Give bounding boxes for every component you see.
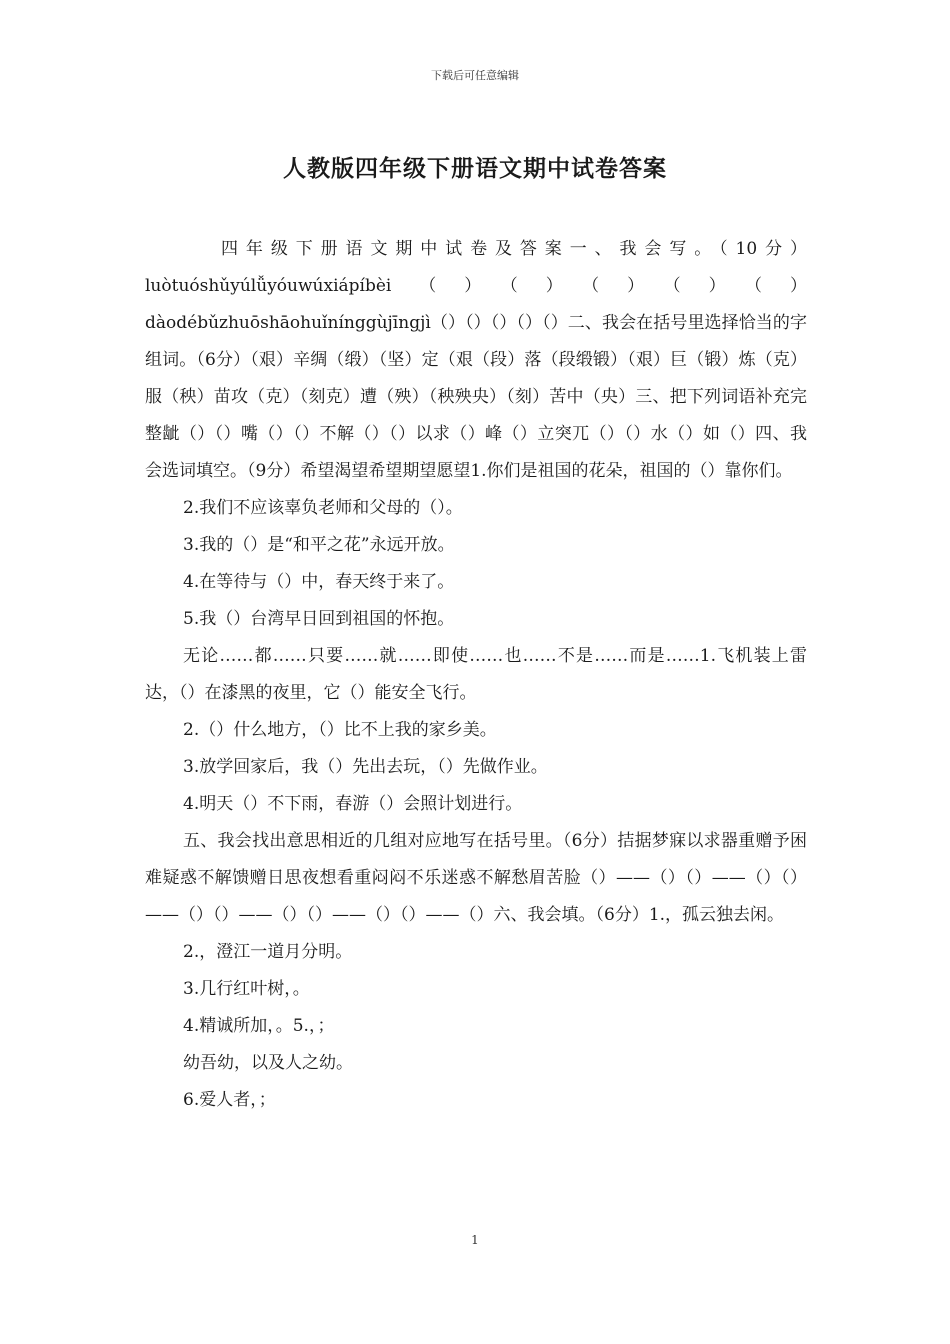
paragraph: 无论……都……只要……就……即使……也……不是……而是……1.飞机装上雷达，（）在漆黑的夜里，它（）能安全飞行。: [145, 646, 807, 703]
paragraph: 2.，澄江一道月分明。: [183, 942, 353, 962]
paragraph: 2.我们不应该辜负老师和父母的（）。: [183, 498, 463, 518]
paragraph: 4.在等待与（）中，春天终于来了。: [183, 572, 455, 592]
paragraph: 3.放学回家后，我（）先出去玩，（）先做作业。: [183, 757, 548, 777]
paragraph: 5.我（）台湾早日回到祖国的怀抱。: [183, 609, 455, 629]
paragraph: 3.我的（）是“和平之花”永远开放。: [183, 535, 455, 555]
paragraph: 幼吾幼，以及人之幼。: [183, 1053, 353, 1073]
document-title: 人教版四年级下册语文期中试卷答案: [283, 156, 667, 182]
document-body: [145, 231, 807, 1119]
paragraph: 3.几行红叶树，。: [183, 979, 310, 999]
paragraph: 6.爱人者，；: [183, 1090, 276, 1110]
paragraph-sections-5-6: 五、我会找出意思相近的几组对应地写在括号里。（6分）拮据梦寐以求器重赠予困难疑惑不解馈赠日思夜想看重闷闷不乐迷惑不解愁眉苦脸（）——（）（）——（）（）——（）（）——（）（）——（）（）——（）六、我会填。（6分）1.，孤云独去闲。: [145, 831, 807, 925]
header-note: 下载后可任意编辑: [431, 69, 519, 82]
paragraph-sections-1-4: 四年级下册语文期中试卷及答案一、我会写。（10分）luòtuóshǔyúlǚyóuwúxiápíbèi（）（）（）（）（）dàodébǔzhuōshāohuǐnínggùjīngjì（）（）（）（）（）二、我会在括号里选择恰当的字组词。（6分）（艰）辛绸（缎）（坚）定（艰（段）落（段缎锻）（艰）巨（锻）炼（克）服（秧）苗攻（克）（刻克）遭（殃）（秧殃央）（刻）苦中（央）三、把下列词语补充完整龇（）（）嘴（）（）不解（）（）以求（）峰（）立突兀（）（）水（）如（）四、我会选词填空。（9分）希望渴望希望期望愿望1.你们是祖国的花朵，祖国的（）靠你们。: [145, 239, 807, 481]
page-number: 1: [471, 1233, 479, 1247]
paragraph: 4.精诚所加，。5.，；: [183, 1016, 335, 1036]
paragraph: 2.（）什么地方，（）比不上我的家乡美。: [183, 720, 497, 740]
paragraph: 4.明天（）不下雨，春游（）会照计划进行。: [183, 794, 523, 814]
